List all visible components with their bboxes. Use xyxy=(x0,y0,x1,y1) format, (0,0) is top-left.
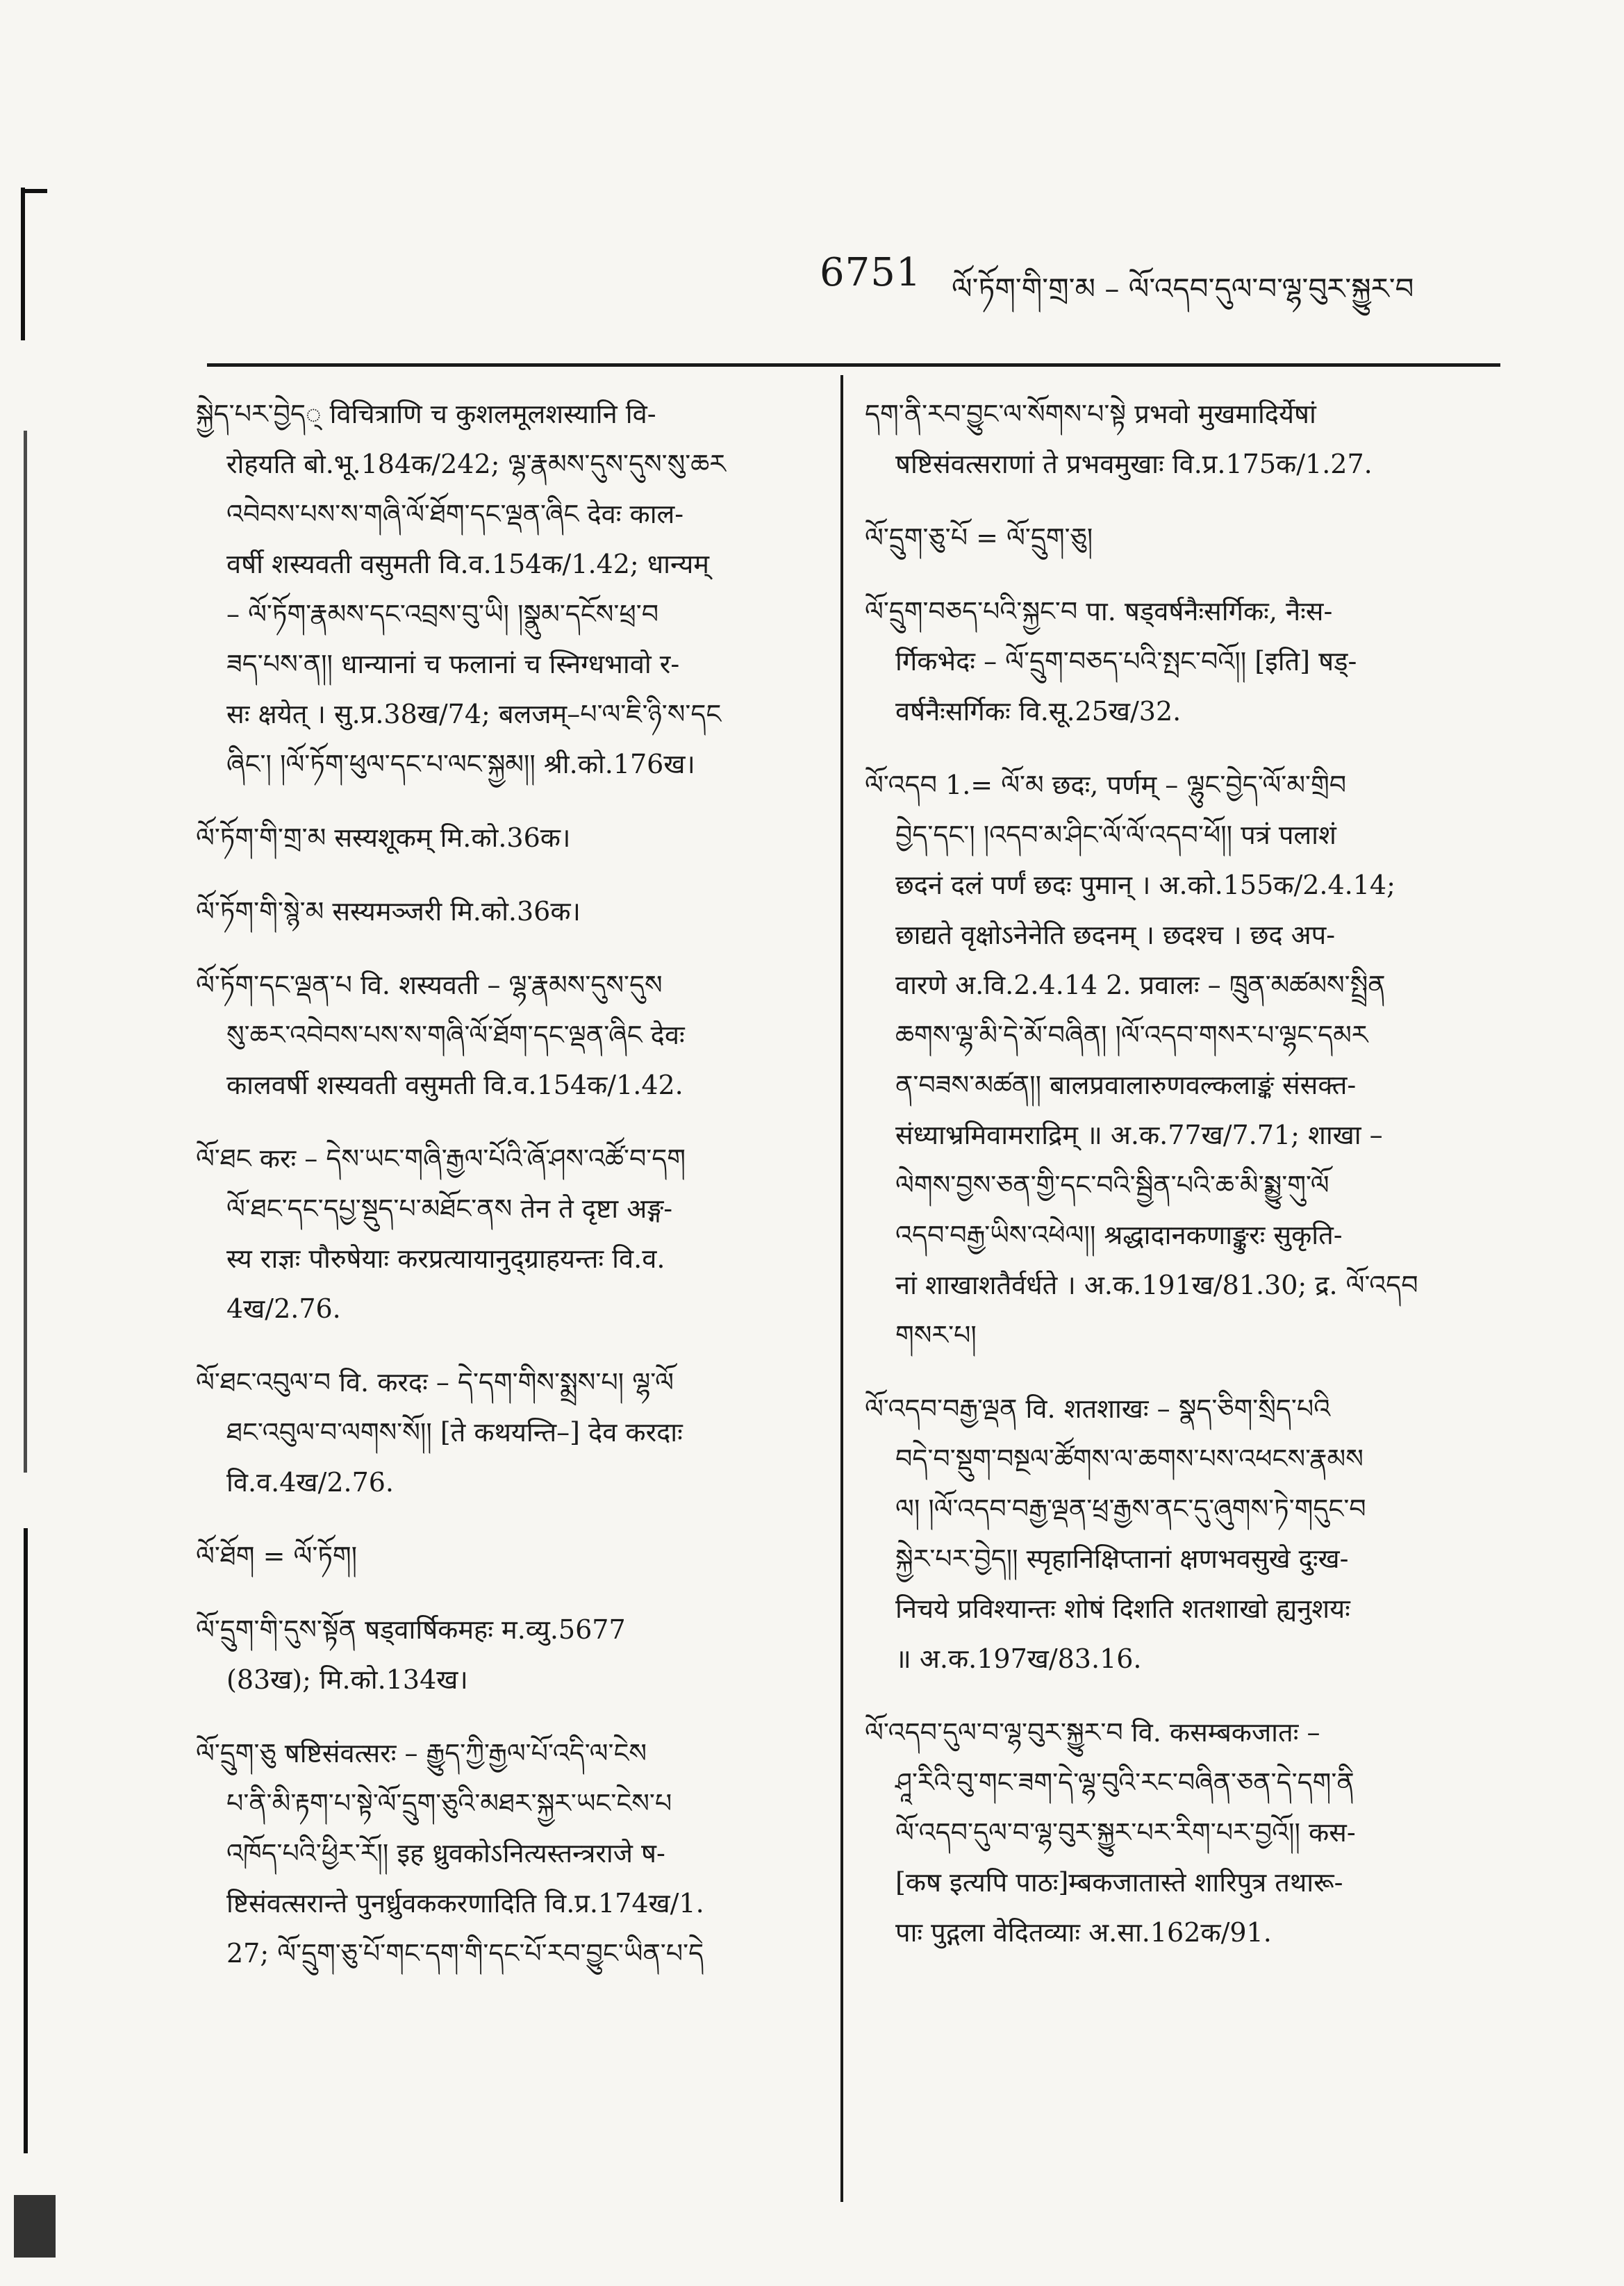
scan-edge-lower xyxy=(24,1528,28,2153)
dictionary-entry: ལོ་ཏོག་གི་གྲ་མ सस्यशूकम् मि.को.36क। xyxy=(196,822,571,853)
scan-edge-bottom xyxy=(14,2195,56,2258)
scan-edge-middle xyxy=(24,431,27,1473)
dictionary-entry: ལོ་འདབ་དུལ་བ་ལྷ་བུར་སྐྱུར་བ वि. कसम्बकजातः – ཤཱ་རིའི་བུ་གང་ཟག་དེ་ལྷ་བུའི་རང་བཞིན་ཅན་དེ་དག་ནི ལོ་འདབ་དུལ་བ་ལྷ་བུར་སྐྱུར་པར་རིག་པར་བྱའོ།། कस- [कष इत्यपि पाठः]म्बकजातास्ते शारिपुत्र तथारू- पाः पुद्गला वेदितव्याः अ.सा.162क/91. xyxy=(865,1717,1356,1948)
dictionary-entry: ལོ་འདབ 1.= ལོ་མ छदः, पर्णम् – ལྷུང་བྱེད་ལོ་མ་གྲིབ བྱེད་དང་། །འདབ་མ་ཤིང་ལོ་ལོ་འདབ་ཕོ།། पत्रं पलाशं छदनं दलं पर्णं छदः पुमान् । अ.को.155क/2.4.14; छाद्यते वृक्षोऽनेनेति छदनम् । छदश्च । छद अप- वारणे अ.वि.2.4.14 2. प्रवालः – ཁྲུན་མཚམས་སྤྲིན ཆགས་ལྷ་མི་དེ་མོ་བཞིན། །ལོ་འདབ་གསར་པ་ལྷང་དམར ན་བཟས་མཚན།། बालप्रवालारुणवल्कलाङ्कं संसक्त- संध्याभ्रमिवामराद्रिम् ॥ अ.क.77ख/7.71; शाखा – ལེགས་བྱས་ཅན་གྱི་དང་བའི་སྦྱིན་པའི་ཆ་མི་སྨྱུ་གུ་ལོ འདབ་བརྒྱ་ཡིས་འཕེལ།། श्रद्धादानकणाङ्कुरः सुकृति- नां शाखाशतैर्वर्धते । अ.क.191ख/81.30; द्र. ལོ་འདབ གསར་པ། xyxy=(865,770,1418,1350)
dictionary-entry: ལོ་ཐང་འབུལ་བ वि. करदः – དེ་དག་གིས་སྨྲས་པ། ལྷ་ལོ ཐང་འབུལ་བ་ལགས་སོ།། [ते कथयन्ति–] देव करदाः वि.व.4ख/2.76. xyxy=(196,1367,683,1498)
dictionary-entry: ལོ་ཏོག་གི་སྙེ་མ सस्यमञ्जरी मि.को.36क। xyxy=(196,896,581,927)
dictionary-entry: ལོ་དྲུག་གི་དུས་སྟོན षड्वार्षिकमहः म.व्यु.5677 (83ख); मि.को.134ख। xyxy=(196,1614,626,1695)
header-rule xyxy=(207,363,1500,367)
dictionary-entry: ལོ་འདབ་བརྒྱ་ལྡན वि. शतशाखः – སྣད་ཅིག་སྲིད་པའི བདེ་བ་སྡུག་བསྔལ་ཚོགས་ལ་ཆགས་པས་འཕངས་རྣམས ལ། །ལོ་འདབ་བརྒྱ་ལྡན་ཕྲ་རྒྱས་ནང་དུ་ཞུགས་ཏེ་གདུང་བ སྐྱེར་པར་བྱེད།། स्पृहानिक्षिप्तानां क्षणभवसुखे दुःख- निचये प्रविश्यान्तः शोषं दिशति शतशाखो ह्यनुशयः ॥ अ.क.197ख/83.16. xyxy=(865,1393,1366,1674)
page-header xyxy=(820,250,1514,313)
dictionary-entry: སྐྱེད་པར་བྱེད् विचित्राणि च कुशलमूलशस्यानि वि- रोहयति बो.भू.184क/242; ལྷ་རྣམས་དུས་དུས་སུ་ཆར འབེབས་པས་ས་གཞི་ལོ་ཐོག་དང་ལྡན་ཞིང देवः काल- वर्षी शस्यवती वसुमती वि.व.154क/1.42; धान्यम् – ལོ་ཏོག་རྣམས་དང་འབྲས་བུ་ཡི། །སྣུམ་དངོས་ཕྲ་བ ཟད་པས་ན།། धान्यानां च फलानां च स्निग्धभावो र- सः क्षयेत् । सु.प्र.38ख/74; बलजम्–པ་ལ་ཇི་ཉི་ས་དང ཞིང་། །ལོ་ཏོག་ཕུལ་དང་པ་ལང་སྐྱམ།། श्री.को.176ख। xyxy=(196,399,726,779)
column-divider xyxy=(840,375,843,2202)
dictionary-entry: ལོ་ཏོག་དང་ལྡན་པ वि. शस्यवती – ལྷ་རྣམས་དུས་དུས སུ་ཆར་འབེབས་པས་ས་གཞི་ལོ་ཐོག་དང་ལྡན་ཞིང देवः कालवर्षी शस्यवती वसुमती वि.व.154क/1.42. xyxy=(196,970,685,1100)
dictionary-entry: ལོ་ཐོག = ལོ་ཏོག། xyxy=(196,1541,358,1571)
dictionary-entry: ལོ་ཐང करः – དེས་ཡང་གཞི་རྒྱལ་པོའི་ཞོ་ཤས་འཚོ་བ་དག ལོ་ཐང་དང་དཔྱ་སྡུད་པ་མཐོང་ནས तेन ते दृष्टा अङ्ग- स्य राज्ञः पौरुषेयाः करप्रत्यायानुद्ग्राहयन्तः वि.व. 4ख/2.76. xyxy=(196,1143,686,1324)
dictionary-entry: དག་ནི་རབ་བྱུང་ལ་སོགས་པ་སྟེ प्रभवो मुखमादिर्येषां षष्टिसंवत्सराणां ते प्रभवमुखाः वि.प्र.175क/1.27. xyxy=(865,399,1373,479)
left-column xyxy=(196,389,821,2002)
dictionary-entry: ལོ་དྲུག་བཅད་པའི་སྐྱང་བ पा. षड्वर्षनैःसर्गिकः, नैःस- र्गिकभेदः – ལོ་དྲུག་བཅད་པའི་སྤང་བའོ།། [इति] षड्- वर्षनैःसर्गिकः वि.सू.25ख/32. xyxy=(865,596,1357,727)
scan-edge-tick xyxy=(21,189,47,193)
running-head: ལོ་ཏོག་གི་གྲ་མ – ལོ་འདབ་དུལ་བ་ལྷ་བུར་སྐྱུར་བ xyxy=(952,272,1414,306)
page-number: 6751 xyxy=(820,250,922,295)
scan-edge-top xyxy=(21,188,25,340)
dictionary-entry: ལོ་དྲུག་ཅུ་པོ = ལོ་དྲུག་ཅུ། xyxy=(865,522,1093,553)
dictionary-entry: ལོ་དྲུག་ཅུ षष्टिसंवत्सरः – རྒྱུད་ཀྱི་རྒྱལ་པོ་འདི་ལ་ངེས པ་ནི་མི་རྟག་པ་སྟེ་ལོ་དྲུག་ཅུའི་མཐར་སྐྱར་ཡང་ངེས་པ འཁོད་པའི་ཕྱིར་རོ།། इह ध्रुवकोऽनित्यस्तन्त्रराजे ष- ष्टिसंवत्सरान्ते पुनर्ध्रुवककरणादिति वि.प्र.174ख/1. 27; ལོ་དྲུག་ཅུ་པོ་གང་དག་གི་དང་པོ་རབ་བྱུང་ཡིན་པ་དེ xyxy=(196,1738,704,1969)
right-column xyxy=(865,389,1504,1981)
